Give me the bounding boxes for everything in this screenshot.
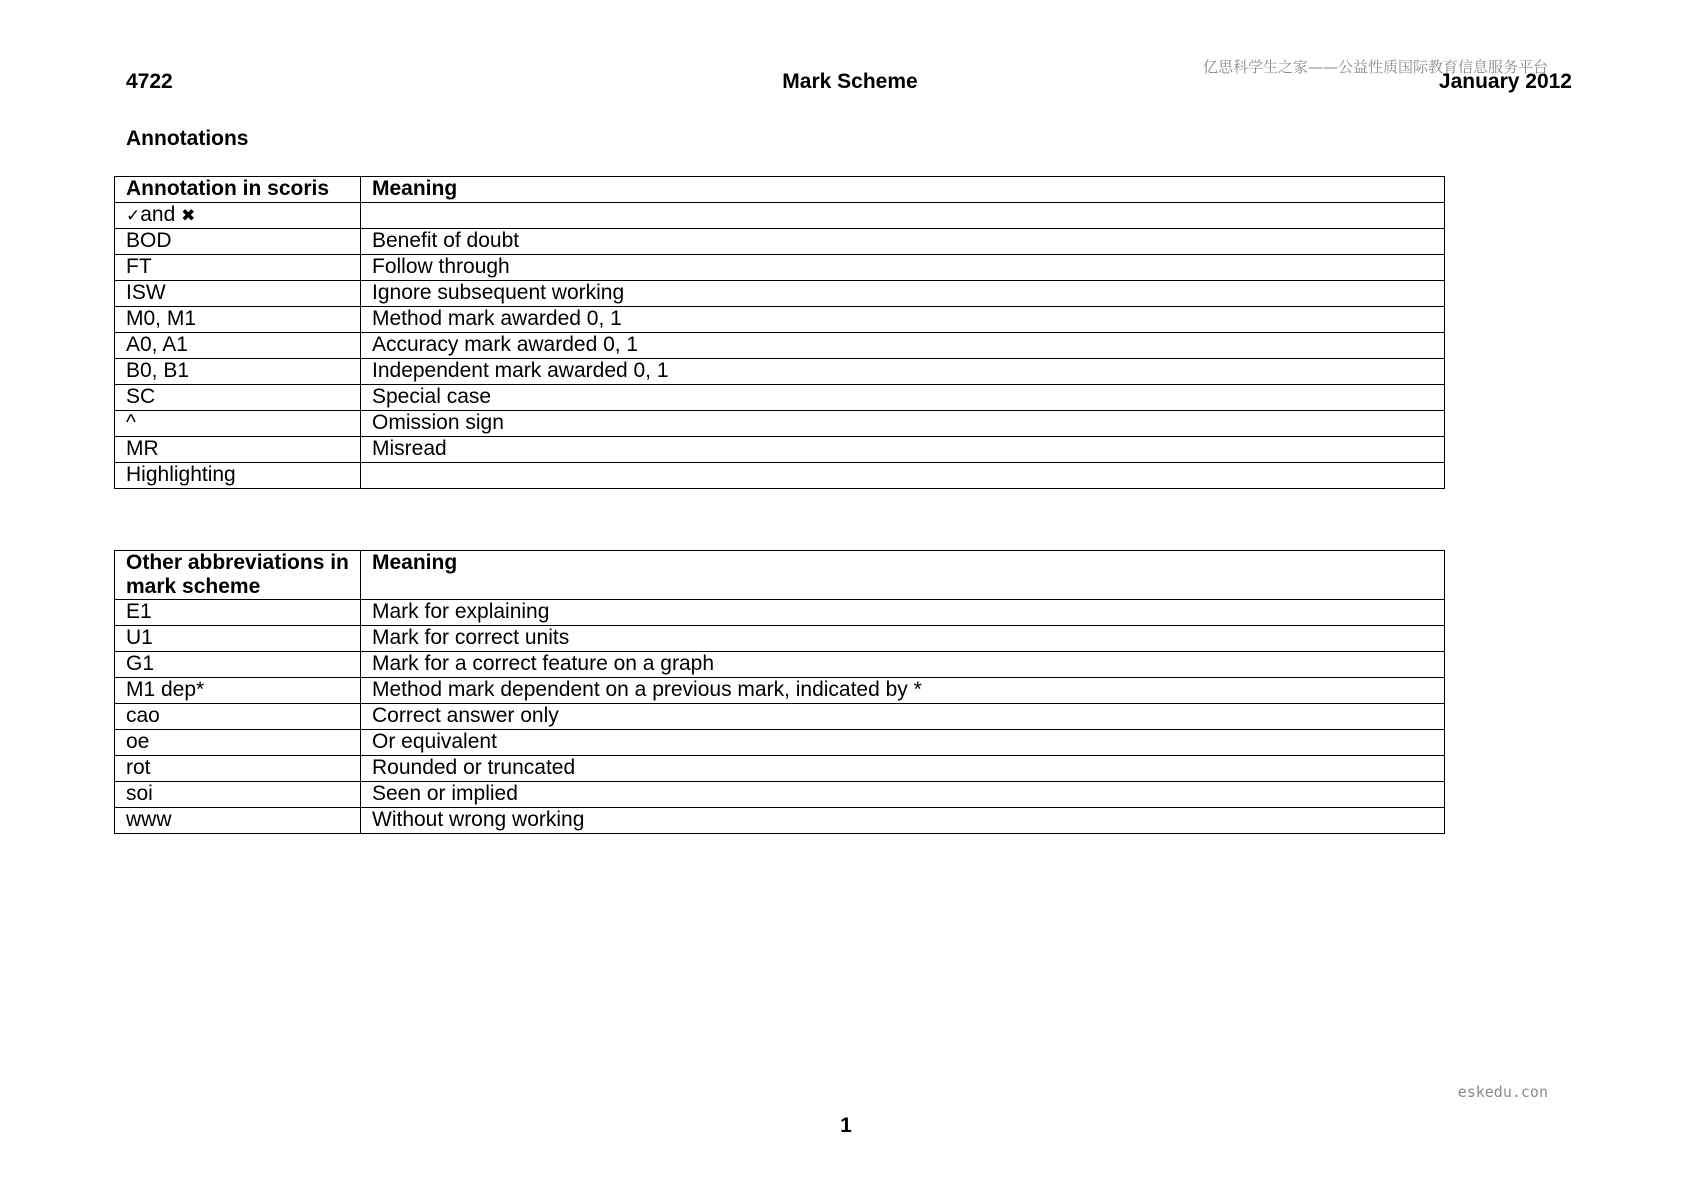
meaning-cell: Misread	[361, 437, 1445, 463]
table-row	[115, 229, 1445, 255]
code-cell: FT	[115, 255, 361, 281]
meaning-cell: Seen or implied	[361, 782, 1445, 808]
meaning-cell: Omission sign	[361, 411, 1445, 437]
code-cell: soi	[115, 782, 361, 808]
code-cell: ISW	[115, 281, 361, 307]
cross-icon: ✖	[181, 206, 196, 226]
table-row	[115, 600, 1445, 626]
exam-code: 4722	[126, 70, 173, 93]
table-row	[115, 730, 1445, 756]
table-row	[115, 203, 1445, 229]
column-header-meaning: Meaning	[361, 177, 1445, 203]
code-cell: A0, A1	[115, 333, 361, 359]
table-row	[115, 255, 1445, 281]
code-cell: MR	[115, 437, 361, 463]
meaning-cell: Mark for explaining	[361, 600, 1445, 626]
meaning-cell: Or equivalent	[361, 730, 1445, 756]
meaning-cell: Method mark awarded 0, 1	[361, 307, 1445, 333]
meaning-cell: Ignore subsequent working	[361, 281, 1445, 307]
exam-date: January 2012	[1438, 70, 1572, 93]
code-cell: BOD	[115, 229, 361, 255]
annotations-table	[114, 176, 1445, 489]
table-row	[115, 808, 1445, 834]
meaning-cell: Special case	[361, 385, 1445, 411]
code-cell: rot	[115, 756, 361, 782]
meaning-cell: Mark for a correct feature on a graph	[361, 652, 1445, 678]
table-row	[115, 281, 1445, 307]
table-row	[115, 652, 1445, 678]
code-cell: www	[115, 808, 361, 834]
code-cell: M0, M1	[115, 307, 361, 333]
watermark-bottom: eskedu.con	[1457, 1083, 1548, 1101]
code-cell: B0, B1	[115, 359, 361, 385]
code-cell: ^	[115, 411, 361, 437]
table-row	[115, 385, 1445, 411]
code-cell: M1 dep*	[115, 678, 361, 704]
meaning-cell: Benefit of doubt	[361, 229, 1445, 255]
table-row	[115, 437, 1445, 463]
table-header-row	[115, 177, 1445, 203]
table-header-row	[115, 551, 1445, 600]
code-cell: Highlighting	[115, 463, 361, 489]
meaning-cell	[361, 203, 1445, 229]
table-row	[115, 756, 1445, 782]
annotation-cell	[115, 203, 361, 229]
table-row	[115, 333, 1445, 359]
table-row	[115, 359, 1445, 385]
meaning-cell: Method mark dependent on a previous mark, indicated by *	[361, 678, 1445, 704]
code-cell: E1	[115, 600, 361, 626]
table-row	[115, 307, 1445, 333]
code-cell: U1	[115, 626, 361, 652]
column-header-meaning: Meaning	[361, 551, 1445, 600]
table-row	[115, 704, 1445, 730]
code-cell: oe	[115, 730, 361, 756]
code-cell: SC	[115, 385, 361, 411]
table-row	[115, 463, 1445, 489]
meaning-cell: Follow through	[361, 255, 1445, 281]
page-number: 1	[840, 1114, 852, 1137]
column-header-annotation: Annotation in scoris	[115, 177, 361, 203]
check-icon: ✓	[126, 206, 141, 226]
page-title: Mark Scheme	[782, 70, 918, 93]
annotation-connector: and	[140, 203, 176, 226]
table-row	[115, 782, 1445, 808]
section-heading-annotations: Annotations	[126, 127, 249, 150]
column-header-abbreviation: Other abbreviations in mark scheme	[115, 551, 361, 600]
code-cell: G1	[115, 652, 361, 678]
meaning-cell: Accuracy mark awarded 0, 1	[361, 333, 1445, 359]
table-row	[115, 678, 1445, 704]
meaning-cell	[361, 463, 1445, 489]
code-cell: cao	[115, 704, 361, 730]
meaning-cell: Rounded or truncated	[361, 756, 1445, 782]
meaning-cell: Without wrong working	[361, 808, 1445, 834]
meaning-cell: Correct answer only	[361, 704, 1445, 730]
table-row	[115, 411, 1445, 437]
table-row	[115, 626, 1445, 652]
meaning-cell: Independent mark awarded 0, 1	[361, 359, 1445, 385]
watermark-top: 亿思科学生之家——公益性质国际教育信息服务平台	[1202, 58, 1548, 76]
meaning-cell: Mark for correct units	[361, 626, 1445, 652]
abbreviations-table	[114, 550, 1445, 834]
